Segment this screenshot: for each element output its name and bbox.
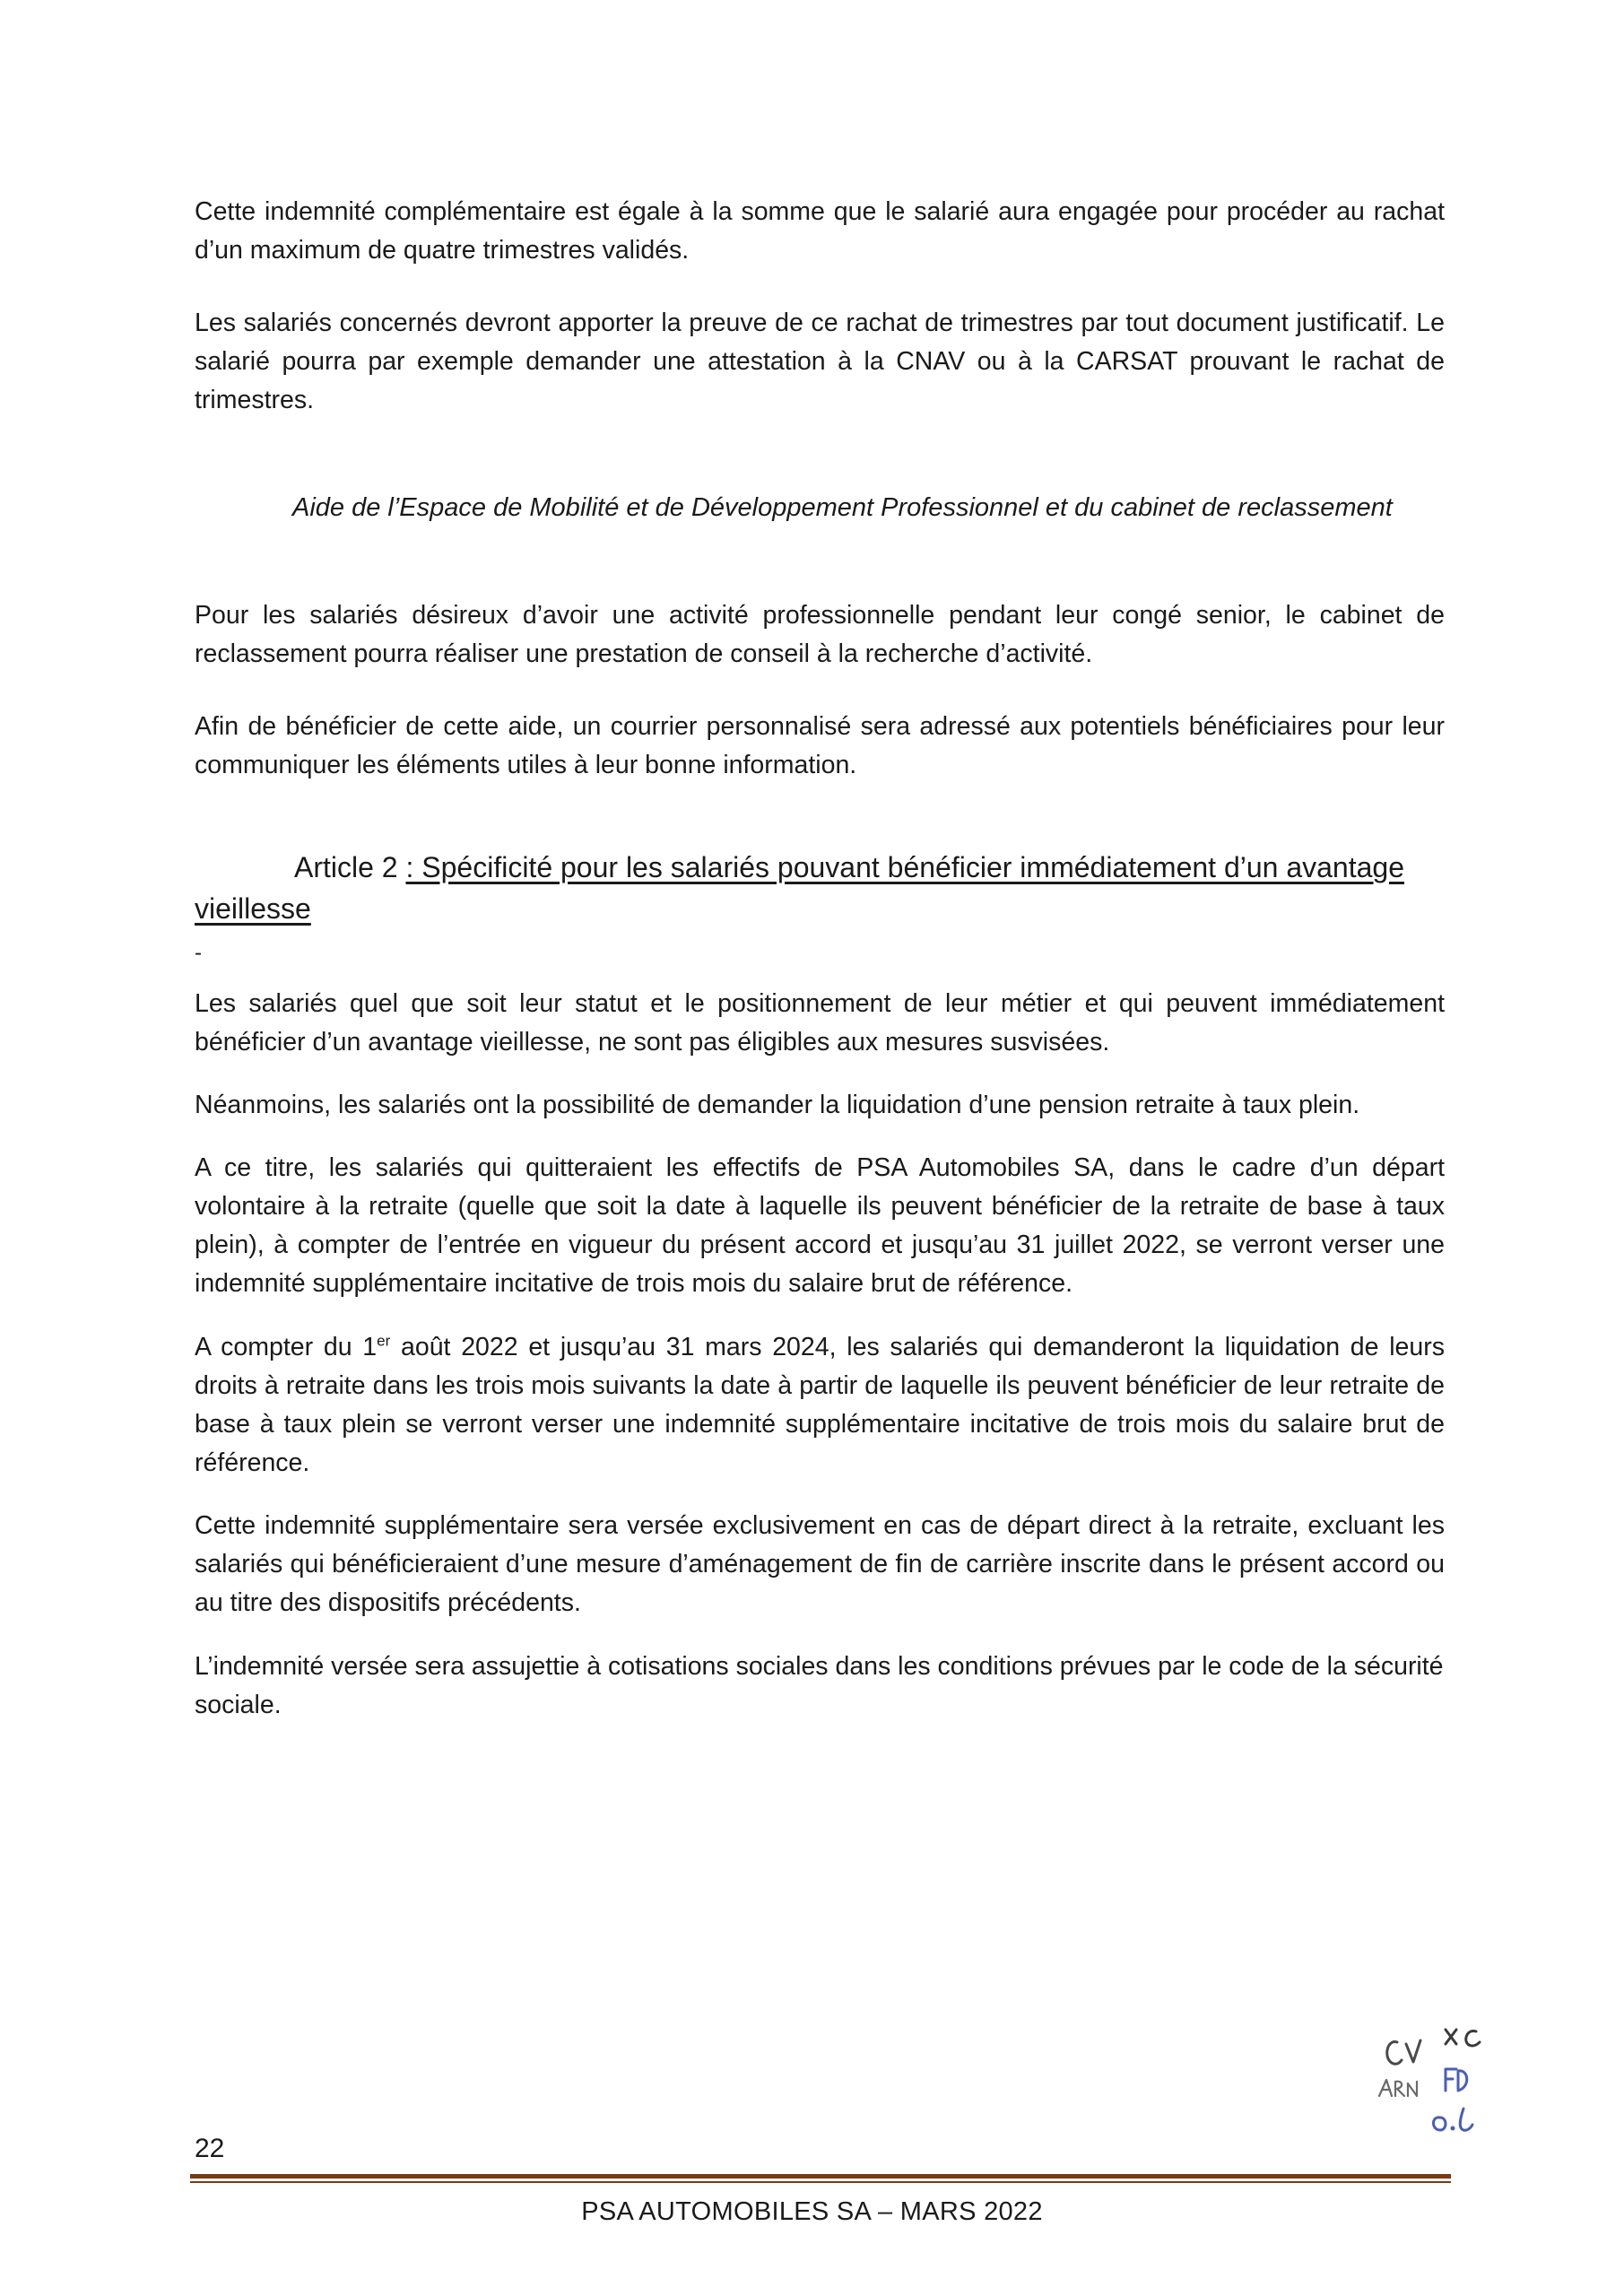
article-label: Article 2 [294, 851, 406, 883]
dash-marker: - [195, 941, 202, 965]
section-subheading: Aide de l’Espace de Mobilité et de Développement Professionnel et du cabinet de reclassement [292, 493, 1393, 522]
footer-company-date: PSA AUTOMOBILES SA – MARS 2022 [581, 2197, 1043, 2226]
paragraph-direct-departure: Cette indemnité supplémentaire sera versée exclusivement en cas de départ direct à la retraite, excluant les salariés qui bénéficieraient d’une mesure d’aménagement de fin de carrière inscrite dans le présent accord ou au titre des dispositifs précédents. [195, 1511, 1445, 1617]
paragraph-proof-of-purchase: Les salariés concernés devront apporter la preuve de ce rachat de trimestres par tout document justificatif. Le salarié pourra par exemple demander une attestation à la CNAV ou à la CARSAT prouvant le rachat de trimestres. [195, 309, 1445, 414]
handwritten-initials [1363, 2022, 1524, 2152]
footer-divider [190, 2174, 1451, 2179]
paragraph-not-eligible: Les salariés quel que soit leur statut et le positionnement de leur métier et qui peuvent immédiatement bénéficier d’un avantage vieillesse, ne sont pas éligibles aux mesures susvisées. [195, 989, 1445, 1057]
paragraph-social-contributions: L’indemnité versée sera assujettie à cotisations sociales dans les conditions prévues par le code de la sécurité sociale. [195, 1652, 1444, 1719]
article-2-heading [195, 847, 1445, 929]
article-title: : Spécificité pour les salariés pouvant bénéficier immédiatement d’un avantage vieillesse [195, 851, 1404, 925]
paragraph-indemnity-amount: Cette indemnité complémentaire est égale à la somme que le salarié aura engagée pour procéder au rachat d’un maximum de quatre trimestres validés. [195, 197, 1445, 265]
paragraph-voluntary-retirement: A ce titre, les salariés qui quitteraient les effectifs de PSA Automobiles SA, dans le cadre d’un départ volontaire à la retraite (quelle que soit la date à laquelle ils peuvent bénéficier de la retraite de base à taux plein), à compter de l’entrée en vigueur du présent accord et jusqu’au 31 juillet 2022, se verront verser une indemnité supplémentaire incitative de trois mois du salaire brut de référence. [195, 1153, 1445, 1298]
paragraph-reclassement-service: Pour les salariés désireux d’avoir une activité professionnelle pendant leur congé senior, le cabinet de reclassement pourra réaliser une prestation de conseil à la recherche d’activité. [195, 601, 1445, 668]
paragraph-full-pension: Néanmoins, les salariés ont la possibilité de demander la liquidation d’une pension retraite à taux plein. [195, 1091, 1360, 1119]
paragraph-august-2022: A compter du 1er août 2022 et jusqu’au 31 mars 2024, les salariés qui demanderont la liquidation de leurs droits à retraite dans les trois mois suivants la date à partir de laquelle ils peuvent bénéficier de leur retraite de base à taux plein se verront verser une indemnité supplémentaire incitative de trois mois du salaire brut de référence. [195, 1332, 1445, 1477]
paragraph-personalized-letter: Afin de bénéficier de cette aide, un courrier personnalisé sera adressé aux potentiels bénéficiaires pour leur communiquer les éléments utiles à leur bonne information. [195, 712, 1445, 779]
footer-divider-thin [190, 2181, 1451, 2183]
page-number: 22 [195, 2134, 225, 2163]
